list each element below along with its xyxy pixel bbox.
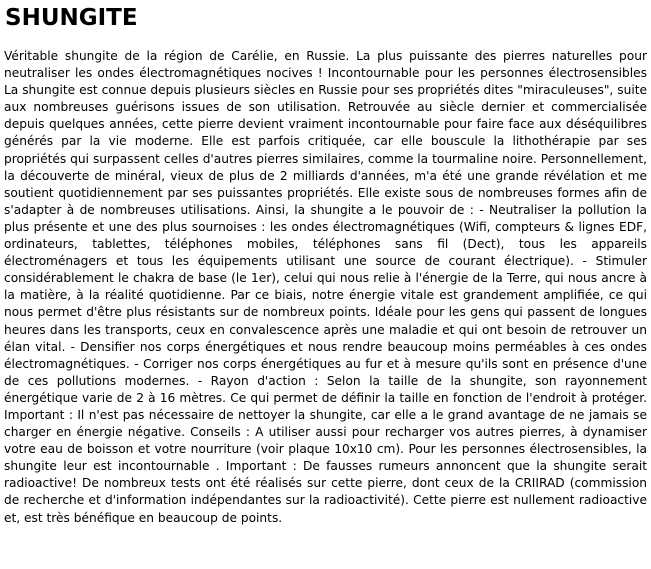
product-title: SHUNGITE (5, 5, 138, 31)
product-description: Véritable shungite de la région de Carélie, en Russie. La plus puissante des pierres naturelles pour neutraliser les ondes électromagnétiques nocives ! Incontournable pour les personnes électrosensibles La shungite est connue depuis plusieurs siècles en Russie pour ses propriétés dites "miraculeuses", suite aux nombreuses guérisons issues de son utilisation. Retrouvée au siècle dernier et commercialisée depuis quelques années, cette pierre devient vraiment incontournable pour faire face aux déséquilibres générés par la vie moderne. Elle est parfois critiquée, car elle bouscule la lithothérapie par ses propriétés qui surpassent celles d'autres pierres similaires, comme la tourmaline noire. Personnellement, la découverte de minéral, vieux de plus de 2 milliards d'années, m'a été une grande révélation et me soutient quotidiennement par ses puissantes propriétés. Elle existe sous de nombreuses formes afin de s'adapter à de nombreuses utilisations. Ainsi, la shungite a le pouvoir de : - Neutraliser la pollution la plus présente et une des plus sournoises : les ondes électromagnétiques (Wifi, compteurs & lignes EDF, ordinateurs, tablettes, téléphones mobiles, téléphones sans fil (Dect), tous les appareils électroménagers et tous les équipements utilisant une source de courant électrique). - Stimuler considérablement le chakra de base (le 1er), celui qui nous relie à l'énergie de la Terre, qui nous ancre à la matière, à la réalité quotidienne. Par ce biais, notre énergie vitale est grandement amplifiée, ce qui nous permet d'être plus résistants sur de nombreux points. Idéale pour les gens qui passent de longues heures dans les transports, ceux en convalescence après une maladie et qui ont besoin de retrouver un élan vital. - Densifier nos corps énergétiques et nous rendre beaucoup moins perméables à ces ondes électromagnétiques. - Corriger nos corps énergétiques au fur et à mesure qu'ils sont en présence d'une de ces pollutions modernes. - Rayon d'action : Selon la taille de la shungite, son rayonnement énergétique varie de 2 à 16 mètres. Ce qui permet de définir la taille en fonction de l'endroit à protéger. Important : Il n'est pas nécessaire de nettoyer la shungite, car elle a le grand avantage de ne jamais se charger en énergie négative. Conseils : A utiliser aussi pour recharger vos autres pierres, à dynamiser votre eau de boisson et votre nourriture (voir plaque 10x10 cm). Pour les personnes électrosensibles, la shungite leur est incontournable . Important : De fausses rumeurs annoncent que la shungite serait radioactive! De nombreux tests ont été réalisés sur cette pierre, dont ceux de la CRIIRAD (commission de recherche et d'information indépendantes sur la radioactivité). Cette pierre est nullement radioactive et, est très bénéfique en beaucoup de points. (4, 49, 647, 525)
